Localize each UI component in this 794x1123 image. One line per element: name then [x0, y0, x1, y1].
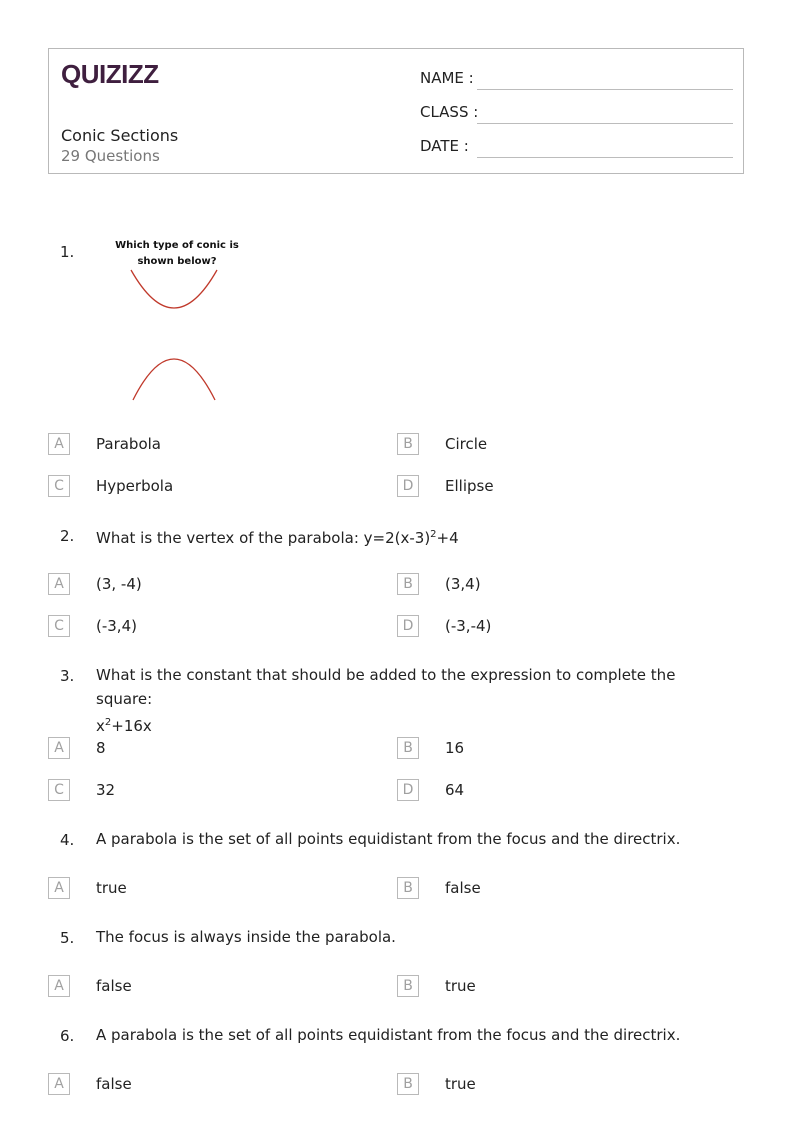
worksheet-title: Conic Sections: [61, 126, 179, 145]
option-d-text: Ellipse: [445, 477, 494, 495]
question-count: 29 Questions: [61, 147, 160, 165]
option-a-text: true: [96, 879, 127, 897]
figure-caption: Which type of conic is shown below?: [115, 240, 239, 267]
question-number: 3.: [60, 667, 75, 685]
option-b-box[interactable]: B: [397, 877, 419, 899]
option-b-text: true: [445, 1075, 476, 1093]
option-d-box[interactable]: D: [397, 475, 419, 497]
option-d-text: 64: [445, 781, 465, 799]
question-text: [96, 663, 736, 738]
question-text-part: What is the vertex of the parabola: y=2(x-3): [96, 529, 431, 547]
option-d-text: (-3,-4): [445, 617, 492, 635]
superscript: 2: [430, 529, 437, 540]
option-b-box[interactable]: B: [397, 975, 419, 997]
question-text-part: +16x: [111, 717, 152, 735]
question-text: The focus is always inside the parabola.: [96, 928, 396, 946]
question-text: A parabola is the set of all points equidistant from the focus and the directrix.: [96, 1026, 681, 1044]
lower-branch: [133, 359, 215, 400]
date-label: DATE :: [420, 137, 469, 155]
option-b-box[interactable]: B: [397, 433, 419, 455]
option-b-text: Circle: [445, 435, 488, 453]
option-a-text: false: [96, 977, 132, 995]
hyperbola-graph: [96, 238, 258, 406]
option-c-box[interactable]: C: [48, 475, 70, 497]
option-a-text: Parabola: [96, 435, 161, 453]
option-b-text: (3,4): [445, 575, 481, 593]
question-text-part: x: [96, 717, 105, 735]
option-a-text: false: [96, 1075, 132, 1093]
question-number: 1.: [60, 243, 75, 261]
option-c-text: 32: [96, 781, 116, 799]
question-number: 5.: [60, 929, 75, 947]
option-a-box[interactable]: A: [48, 433, 70, 455]
option-a-box[interactable]: A: [48, 975, 70, 997]
class-field[interactable]: [477, 123, 733, 124]
class-label: CLASS :: [420, 103, 479, 121]
option-d-box[interactable]: D: [397, 615, 419, 637]
option-b-text: 16: [445, 739, 465, 757]
option-b-text: false: [445, 879, 481, 897]
option-a-box[interactable]: A: [48, 573, 70, 595]
question-text: A parabola is the set of all points equidistant from the focus and the directrix.: [96, 830, 681, 848]
question-text: [96, 523, 736, 550]
option-a-box[interactable]: A: [48, 877, 70, 899]
hyperbola-figure: [96, 238, 258, 406]
name-label: NAME :: [420, 69, 474, 87]
upper-branch: [131, 270, 217, 308]
option-c-text: (-3,4): [96, 617, 137, 635]
question-text-part: +4: [436, 529, 459, 547]
option-c-box[interactable]: C: [48, 615, 70, 637]
question-number: 4.: [60, 831, 75, 849]
question-number: 2.: [60, 527, 75, 545]
worksheet-header: [48, 48, 744, 174]
question-text-line: What is the constant that should be added to the expression to complete the square:: [96, 666, 676, 708]
option-d-box[interactable]: D: [397, 779, 419, 801]
option-a-box[interactable]: A: [48, 737, 70, 759]
option-a-box[interactable]: A: [48, 1073, 70, 1095]
option-b-box[interactable]: B: [397, 573, 419, 595]
superscript: 2: [104, 717, 112, 728]
option-c-box[interactable]: C: [48, 779, 70, 801]
quizizz-logo: QUIZIZZ: [61, 59, 159, 89]
option-c-text: Hyperbola: [96, 477, 174, 495]
option-b-box[interactable]: B: [397, 737, 419, 759]
option-a-text: 8: [96, 739, 106, 757]
option-a-text: (3, -4): [96, 575, 142, 593]
question-number: 6.: [60, 1027, 75, 1045]
date-field[interactable]: [477, 157, 733, 158]
option-b-box[interactable]: B: [397, 1073, 419, 1095]
option-b-text: true: [445, 977, 476, 995]
name-field[interactable]: [477, 89, 733, 90]
